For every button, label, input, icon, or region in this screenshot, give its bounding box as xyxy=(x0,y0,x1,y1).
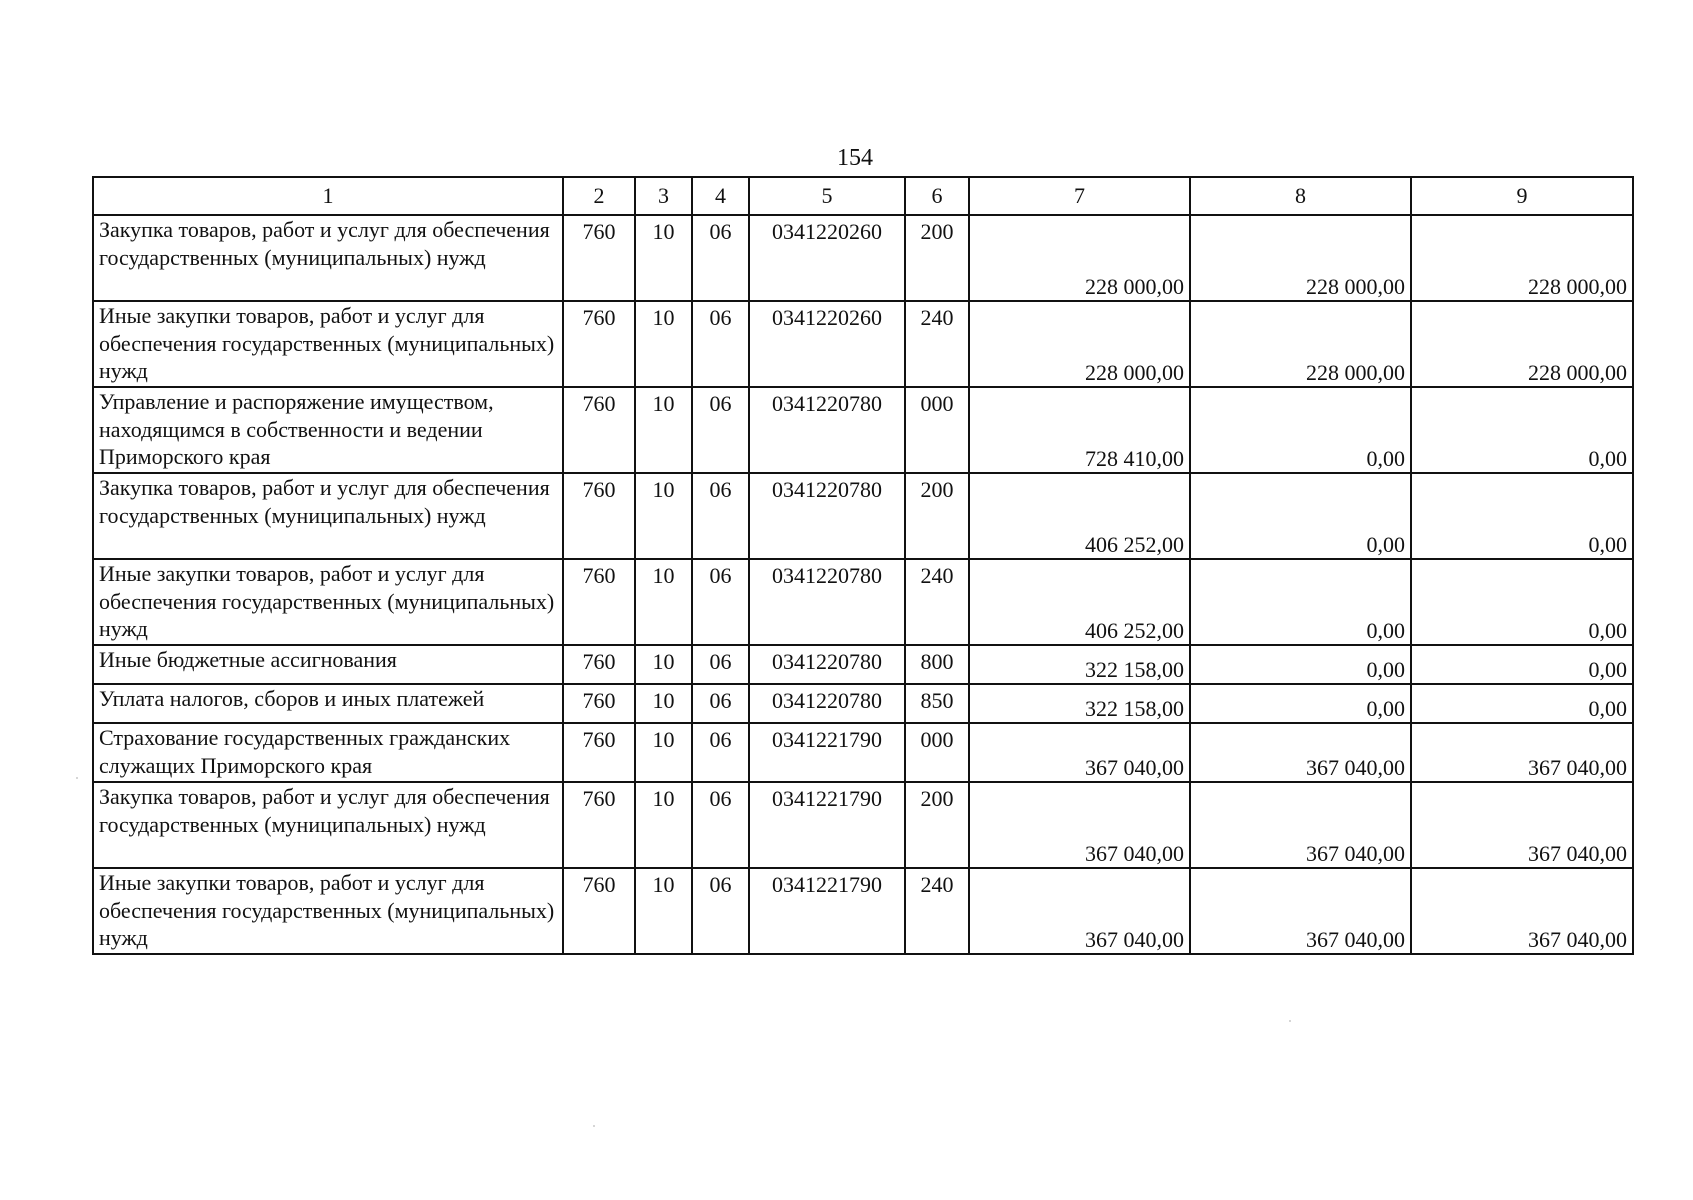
amount-col8: 367 040,00 xyxy=(1190,868,1411,954)
target-article-code: 0341221790 xyxy=(749,782,905,868)
subsection-code: 06 xyxy=(692,387,749,473)
amount-col8: 0,00 xyxy=(1190,684,1411,723)
amount-col8: 228 000,00 xyxy=(1190,215,1411,301)
ministry-code: 760 xyxy=(563,301,635,387)
section-code: 10 xyxy=(635,301,692,387)
expense-type-code: 240 xyxy=(905,868,969,954)
amount-col7: 322 158,00 xyxy=(969,684,1190,723)
table-row xyxy=(93,782,1633,868)
amount-col7: 406 252,00 xyxy=(969,473,1190,559)
section-code: 10 xyxy=(635,387,692,473)
ministry-code: 760 xyxy=(563,782,635,868)
amount-col9: 0,00 xyxy=(1411,387,1633,473)
expense-type-code: 200 xyxy=(905,782,969,868)
amount-col7: 228 000,00 xyxy=(969,301,1190,387)
column-header: 5 xyxy=(749,177,905,215)
section-code: 10 xyxy=(635,645,692,684)
amount-col9: 367 040,00 xyxy=(1411,868,1633,954)
amount-col9: 228 000,00 xyxy=(1411,215,1633,301)
amount-col9: 228 000,00 xyxy=(1411,301,1633,387)
table-row xyxy=(93,868,1633,954)
section-code: 10 xyxy=(635,473,692,559)
scan-speck xyxy=(76,777,78,779)
subsection-code: 06 xyxy=(692,559,749,645)
amount-col7: 367 040,00 xyxy=(969,723,1190,782)
column-header: 4 xyxy=(692,177,749,215)
section-code: 10 xyxy=(635,723,692,782)
target-article-code: 0341220780 xyxy=(749,387,905,473)
target-article-code: 0341220260 xyxy=(749,301,905,387)
amount-col7: 367 040,00 xyxy=(969,868,1190,954)
expense-type-code: 000 xyxy=(905,723,969,782)
ministry-code: 760 xyxy=(563,684,635,723)
section-code: 10 xyxy=(635,215,692,301)
column-header: 8 xyxy=(1190,177,1411,215)
expense-type-code: 000 xyxy=(905,387,969,473)
amount-col8: 367 040,00 xyxy=(1190,723,1411,782)
row-name: Иные закупки товаров, работ и услуг для обеспечения государственных (муниципальных) нужд xyxy=(93,559,563,645)
target-article-code: 0341220780 xyxy=(749,473,905,559)
table-row xyxy=(93,215,1633,301)
subsection-code: 06 xyxy=(692,782,749,868)
table-row xyxy=(93,559,1633,645)
ministry-code: 760 xyxy=(563,473,635,559)
target-article-code: 0341220260 xyxy=(749,215,905,301)
subsection-code: 06 xyxy=(692,473,749,559)
ministry-code: 760 xyxy=(563,645,635,684)
section-code: 10 xyxy=(635,684,692,723)
amount-col8: 0,00 xyxy=(1190,387,1411,473)
subsection-code: 06 xyxy=(692,645,749,684)
section-code: 10 xyxy=(635,782,692,868)
scan-speck xyxy=(1289,1020,1291,1022)
row-name: Управление и распоряжение имуществом, находящимся в собственности и ведении Приморского края xyxy=(93,387,563,473)
ministry-code: 760 xyxy=(563,723,635,782)
expense-type-code: 200 xyxy=(905,473,969,559)
row-name: Иные закупки товаров, работ и услуг для обеспечения государственных (муниципальных) нужд xyxy=(93,301,563,387)
amount-col7: 367 040,00 xyxy=(969,782,1190,868)
ministry-code: 760 xyxy=(563,215,635,301)
amount-col7: 322 158,00 xyxy=(969,645,1190,684)
table-row xyxy=(93,684,1633,723)
subsection-code: 06 xyxy=(692,723,749,782)
budget-table xyxy=(92,176,1634,955)
amount-col8: 0,00 xyxy=(1190,473,1411,559)
column-header: 3 xyxy=(635,177,692,215)
column-header: 7 xyxy=(969,177,1190,215)
expense-type-code: 850 xyxy=(905,684,969,723)
row-name: Иные бюджетные ассигнования xyxy=(93,645,563,684)
amount-col9: 367 040,00 xyxy=(1411,723,1633,782)
amount-col8: 0,00 xyxy=(1190,645,1411,684)
row-name: Закупка товаров, работ и услуг для обеспечения государственных (муниципальных) нужд xyxy=(93,215,563,301)
amount-col8: 367 040,00 xyxy=(1190,782,1411,868)
ministry-code: 760 xyxy=(563,868,635,954)
target-article-code: 0341220780 xyxy=(749,645,905,684)
amount-col7: 228 000,00 xyxy=(969,215,1190,301)
column-header: 1 xyxy=(93,177,563,215)
row-name: Закупка товаров, работ и услуг для обеспечения государственных (муниципальных) нужд xyxy=(93,473,563,559)
amount-col9: 0,00 xyxy=(1411,559,1633,645)
subsection-code: 06 xyxy=(692,301,749,387)
table-row xyxy=(93,387,1633,473)
row-name: Закупка товаров, работ и услуг для обеспечения государственных (муниципальных) нужд xyxy=(93,782,563,868)
column-header: 9 xyxy=(1411,177,1633,215)
target-article-code: 0341221790 xyxy=(749,723,905,782)
amount-col8: 0,00 xyxy=(1190,559,1411,645)
section-code: 10 xyxy=(635,868,692,954)
subsection-code: 06 xyxy=(692,684,749,723)
header-row xyxy=(93,177,1633,215)
column-header: 6 xyxy=(905,177,969,215)
table-row xyxy=(93,645,1633,684)
expense-type-code: 200 xyxy=(905,215,969,301)
amount-col7: 406 252,00 xyxy=(969,559,1190,645)
amount-col7: 728 410,00 xyxy=(969,387,1190,473)
table-row xyxy=(93,473,1633,559)
amount-col9: 0,00 xyxy=(1411,473,1633,559)
expense-type-code: 800 xyxy=(905,645,969,684)
target-article-code: 0341220780 xyxy=(749,684,905,723)
row-name: Уплата налогов, сборов и иных платежей xyxy=(93,684,563,723)
target-article-code: 0341221790 xyxy=(749,868,905,954)
target-article-code: 0341220780 xyxy=(749,559,905,645)
row-name: Страхование государственных гражданских служащих Приморского края xyxy=(93,723,563,782)
row-name: Иные закупки товаров, работ и услуг для обеспечения государственных (муниципальных) нужд xyxy=(93,868,563,954)
subsection-code: 06 xyxy=(692,868,749,954)
table-row xyxy=(93,723,1633,782)
subsection-code: 06 xyxy=(692,215,749,301)
page-number: 154 xyxy=(837,145,873,171)
scan-speck xyxy=(593,1125,595,1127)
section-code: 10 xyxy=(635,559,692,645)
amount-col9: 367 040,00 xyxy=(1411,782,1633,868)
column-header: 2 xyxy=(563,177,635,215)
amount-col9: 0,00 xyxy=(1411,645,1633,684)
ministry-code: 760 xyxy=(563,559,635,645)
amount-col9: 0,00 xyxy=(1411,684,1633,723)
table-row xyxy=(93,301,1633,387)
ministry-code: 760 xyxy=(563,387,635,473)
expense-type-code: 240 xyxy=(905,559,969,645)
amount-col8: 228 000,00 xyxy=(1190,301,1411,387)
expense-type-code: 240 xyxy=(905,301,969,387)
